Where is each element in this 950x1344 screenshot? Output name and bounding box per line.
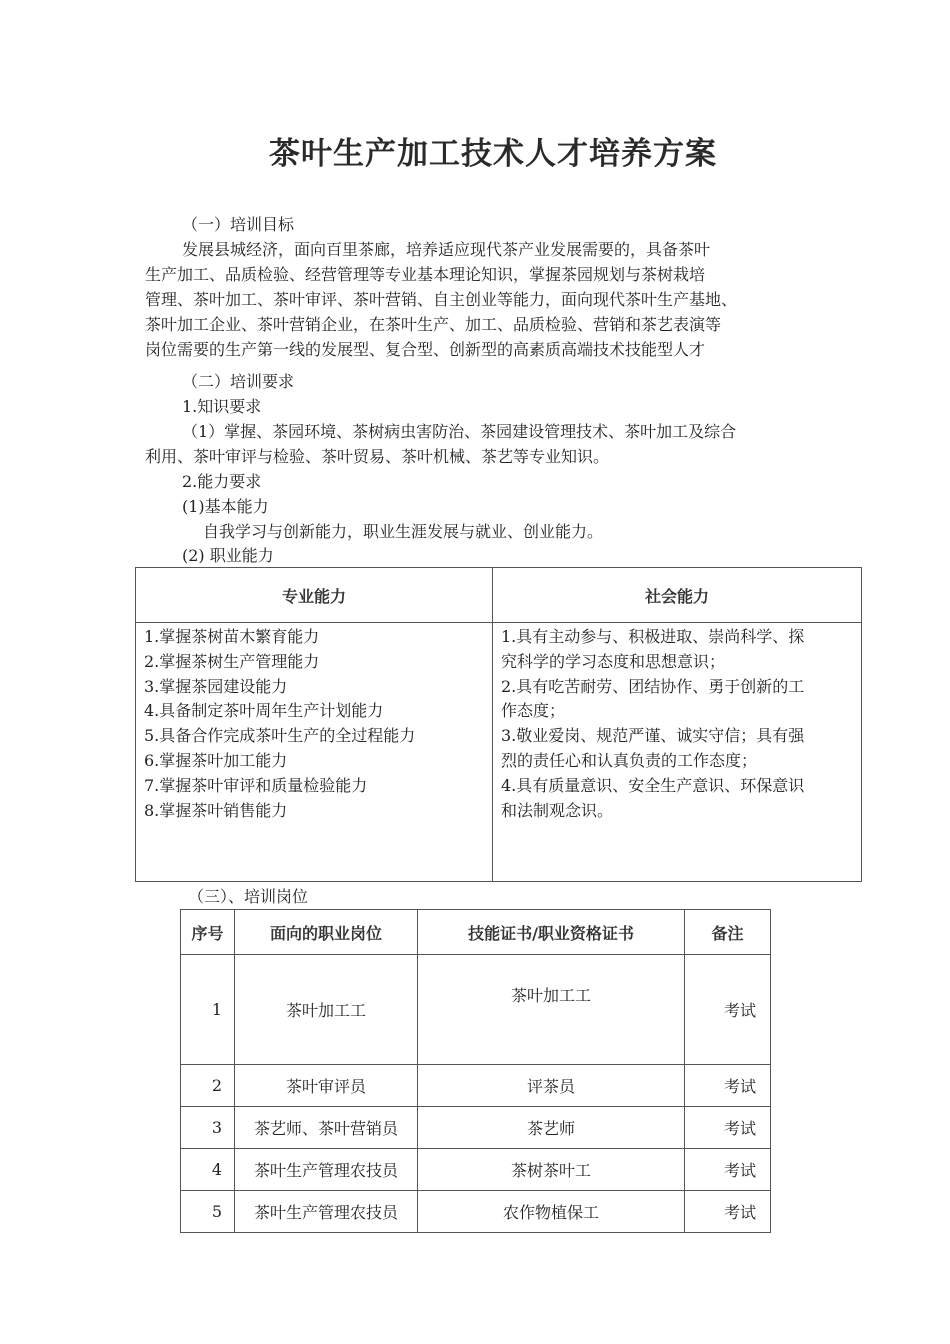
section1-line: 生产加工、品质检验、经营管理等专业基本理论知识，掌握茶园规划与茶树栽培 [145,265,706,284]
header-social: 社会能力 [493,568,862,623]
table-row [181,1107,771,1149]
professional-item: 7.掌握茶叶审评和质量检验能力 [144,775,368,795]
row-cert: 茶叶加工工 [418,955,685,1065]
section1-line: 发展县城经济，面向百里茶廊，培养适应现代茶产业发展需要的，具备茶叶 [182,240,711,259]
section3-heading: （三）、培训岗位 [188,887,309,906]
section1-line: 茶叶加工企业、茶叶营销企业，在茶叶生产、加工、品质检验、营销和茶艺表演等 [145,315,722,334]
career-ability-heading: (2) 职业能力 [182,546,274,565]
social-item: 作态度； [501,701,566,721]
row-job: 茶叶加工工 [235,955,418,1065]
post-table-header [181,910,771,955]
row-job: 茶叶生产管理农技员 [235,1149,418,1191]
knowledge-heading: 1.知识要求 [182,397,262,416]
row-no: 4 [181,1149,235,1191]
social-item: 和法制观念识。 [501,800,614,820]
row-note: 考试 [685,955,771,1065]
table-row [181,955,771,1065]
social-item: 1.具有主动参与、积极进取、崇尚科学、探 [501,627,805,646]
post-table [180,909,771,1233]
row-note: 考试 [685,1191,771,1233]
basic-ability-heading: (1)基本能力 [182,497,269,516]
table-row [181,1191,771,1233]
header-note: 备注 [685,910,771,955]
row-no: 3 [181,1107,235,1149]
professional-item: 4.具备制定茶叶周年生产计划能力 [144,701,384,721]
table-row [181,1065,771,1107]
ability-table-row [136,623,862,882]
row-cert: 茶树茶叶工 [418,1149,685,1191]
row-cert: 农作物植保工 [418,1191,685,1233]
basic-ability-text: 自我学习与创新能力，职业生涯发展与就业、创业能力。 [203,522,604,541]
section2-heading: （二）培训要求 [182,372,295,391]
social-item: 2.具有吃苦耐劳、团结协作、勇于创新的工 [501,676,805,696]
section1-line: 岗位需要的生产第一线的发展型、复合型、创新型的高素质高端技术技能型人才 [145,340,706,359]
header-job: 面向的职业岗位 [235,910,418,955]
row-cert: 茶艺师 [418,1107,685,1149]
professional-item: 8.掌握茶叶销售能力 [144,800,288,820]
social-item: 4.具有质量意识、安全生产意识、环保意识 [501,775,805,795]
row-note: 考试 [685,1149,771,1191]
ability-table [135,567,862,882]
social-item: 烈的责任心和认真负责的工作态度； [501,750,758,770]
row-no: 2 [181,1065,235,1107]
page-title: 茶叶生产加工技术人才培养方案 [269,136,717,172]
table-row [181,1149,771,1191]
professional-item: 5.具备合作完成茶叶生产的全过程能力 [144,726,416,746]
knowledge-line: （1）掌握、茶园环境、茶树病虫害防治、茶园建设管理技术、茶叶加工及综合 [182,422,737,441]
header-professional: 专业能力 [136,568,493,623]
row-note: 考试 [685,1065,771,1107]
ability-table-header [136,568,862,623]
professional-item: 3.掌握茶园建设能力 [144,676,288,696]
header-cert: 技能证书/职业资格证书 [418,910,685,955]
ability-heading: 2.能力要求 [182,472,262,491]
row-no: 1 [181,955,235,1065]
social-item: 究科学的学习态度和思想意识； [501,651,726,671]
knowledge-line: 利用、茶叶审评与检验、茶叶贸易、茶叶机械、茶艺等专业知识。 [145,447,610,466]
professional-item: 1.掌握茶树苗木繁育能力 [144,627,320,646]
professional-item: 6.掌握茶叶加工能力 [144,750,288,770]
social-cell [493,623,862,882]
social-item: 3.敬业爱岗、规范严谨、诚实守信；具有强 [501,726,805,746]
row-no: 5 [181,1191,235,1233]
section1-heading: （一）培训目标 [182,215,295,234]
row-job: 茶叶审评员 [235,1065,418,1107]
row-job: 茶叶生产管理农技员 [235,1191,418,1233]
header-no: 序号 [181,910,235,955]
row-job: 茶艺师、茶叶营销员 [235,1107,418,1149]
row-cert: 评茶员 [418,1065,685,1107]
section1-line: 管理、茶叶加工、茶叶审评、茶叶营销、自主创业等能力，面向现代茶叶生产基地、 [145,290,738,309]
professional-cell [136,623,493,882]
row-note: 考试 [685,1107,771,1149]
professional-item: 2.掌握茶树生产管理能力 [144,651,320,671]
